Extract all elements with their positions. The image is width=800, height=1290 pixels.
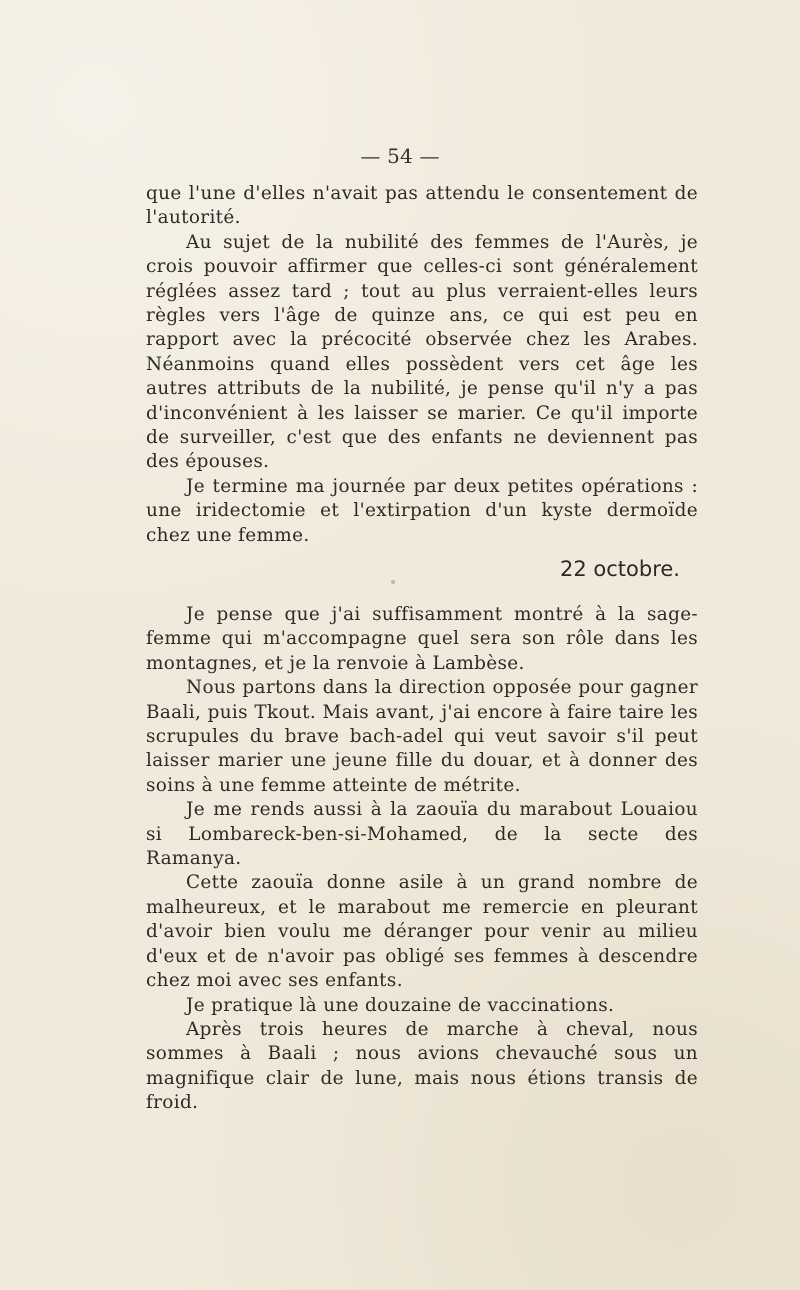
paragraph-departure: Nous partons dans la direction opposée pour gagner Baali, puis Tkout. Mais avant, j'ai encore à faire taire les scrupules du brave bach-adel qui veut savoir s'il peut laisser marier une jeune fille du douar, et à donner des soins à une femme atteinte de métrite.	[146, 677, 698, 796]
section-one-text	[146, 182, 698, 548]
paragraph-arrival-baali: Après trois heures de marche à cheval, nous sommes à Baali ; nous avions chevauché sous un magnifique clair de lune, mais nous étions transis de froid.	[146, 1018, 698, 1114]
section-two-text	[146, 603, 698, 1116]
paragraph-zaouia-visit: Je me rends aussi à la zaouïa du marabout Louaiou si Lombareck-ben-si-Mohamed, de la secte des Ramanya.	[146, 799, 698, 870]
paragraph-continuation: que l'une d'elles n'avait pas attendu le consentement de l'autorité.	[146, 183, 698, 229]
paragraph-sage-femme: Je pense que j'ai suffisamment montré à la sage-femme qui m'accompagne quel sera son rôle dans les montagnes, et je la renvoie à Lambèse.	[146, 604, 698, 674]
paper-speck	[391, 580, 395, 584]
date-heading: 22 octobre.	[560, 557, 680, 581]
paragraph-operations: Je termine ma journée par deux petites opérations : une iridectomie et l'extirpation d'un kyste dermoïde chez une femme.	[146, 475, 698, 546]
paper-speck	[675, 1050, 678, 1053]
page-number: — 54 —	[360, 144, 440, 168]
paragraph-vaccinations: Je pratique là une douzaine de vaccinations.	[186, 994, 615, 1016]
paragraph-zaouia-shelter: Cette zaouïa donne asile à un grand nombre de malheureux, et le marabout me remercie en pleurant d'avoir bien voulu me déranger pour venir au milieu d'eux et de n'avoir pas obligé ses femmes à descendre chez moi avec ses enfants.	[146, 872, 698, 992]
paragraph-nubility: Au sujet de la nubilité des femmes de l'Aurès, je crois pouvoir affirmer que celles-ci sont généralement réglées assez tard ; tout au plus verraient-elles leurs règles vers l'âge de quinze ans, ce qui est peu en rapport avec la précocité observée chez les Arabes. Néanmoins quand elles possèdent vers cet âge les autres attributs de la nubilité, je pense qu'il n'y a pas d'inconvénient à les laisser se marier. Ce qu'il importe de surveiller, c'est que des enfants ne deviennent pas des épouses.	[146, 231, 698, 473]
